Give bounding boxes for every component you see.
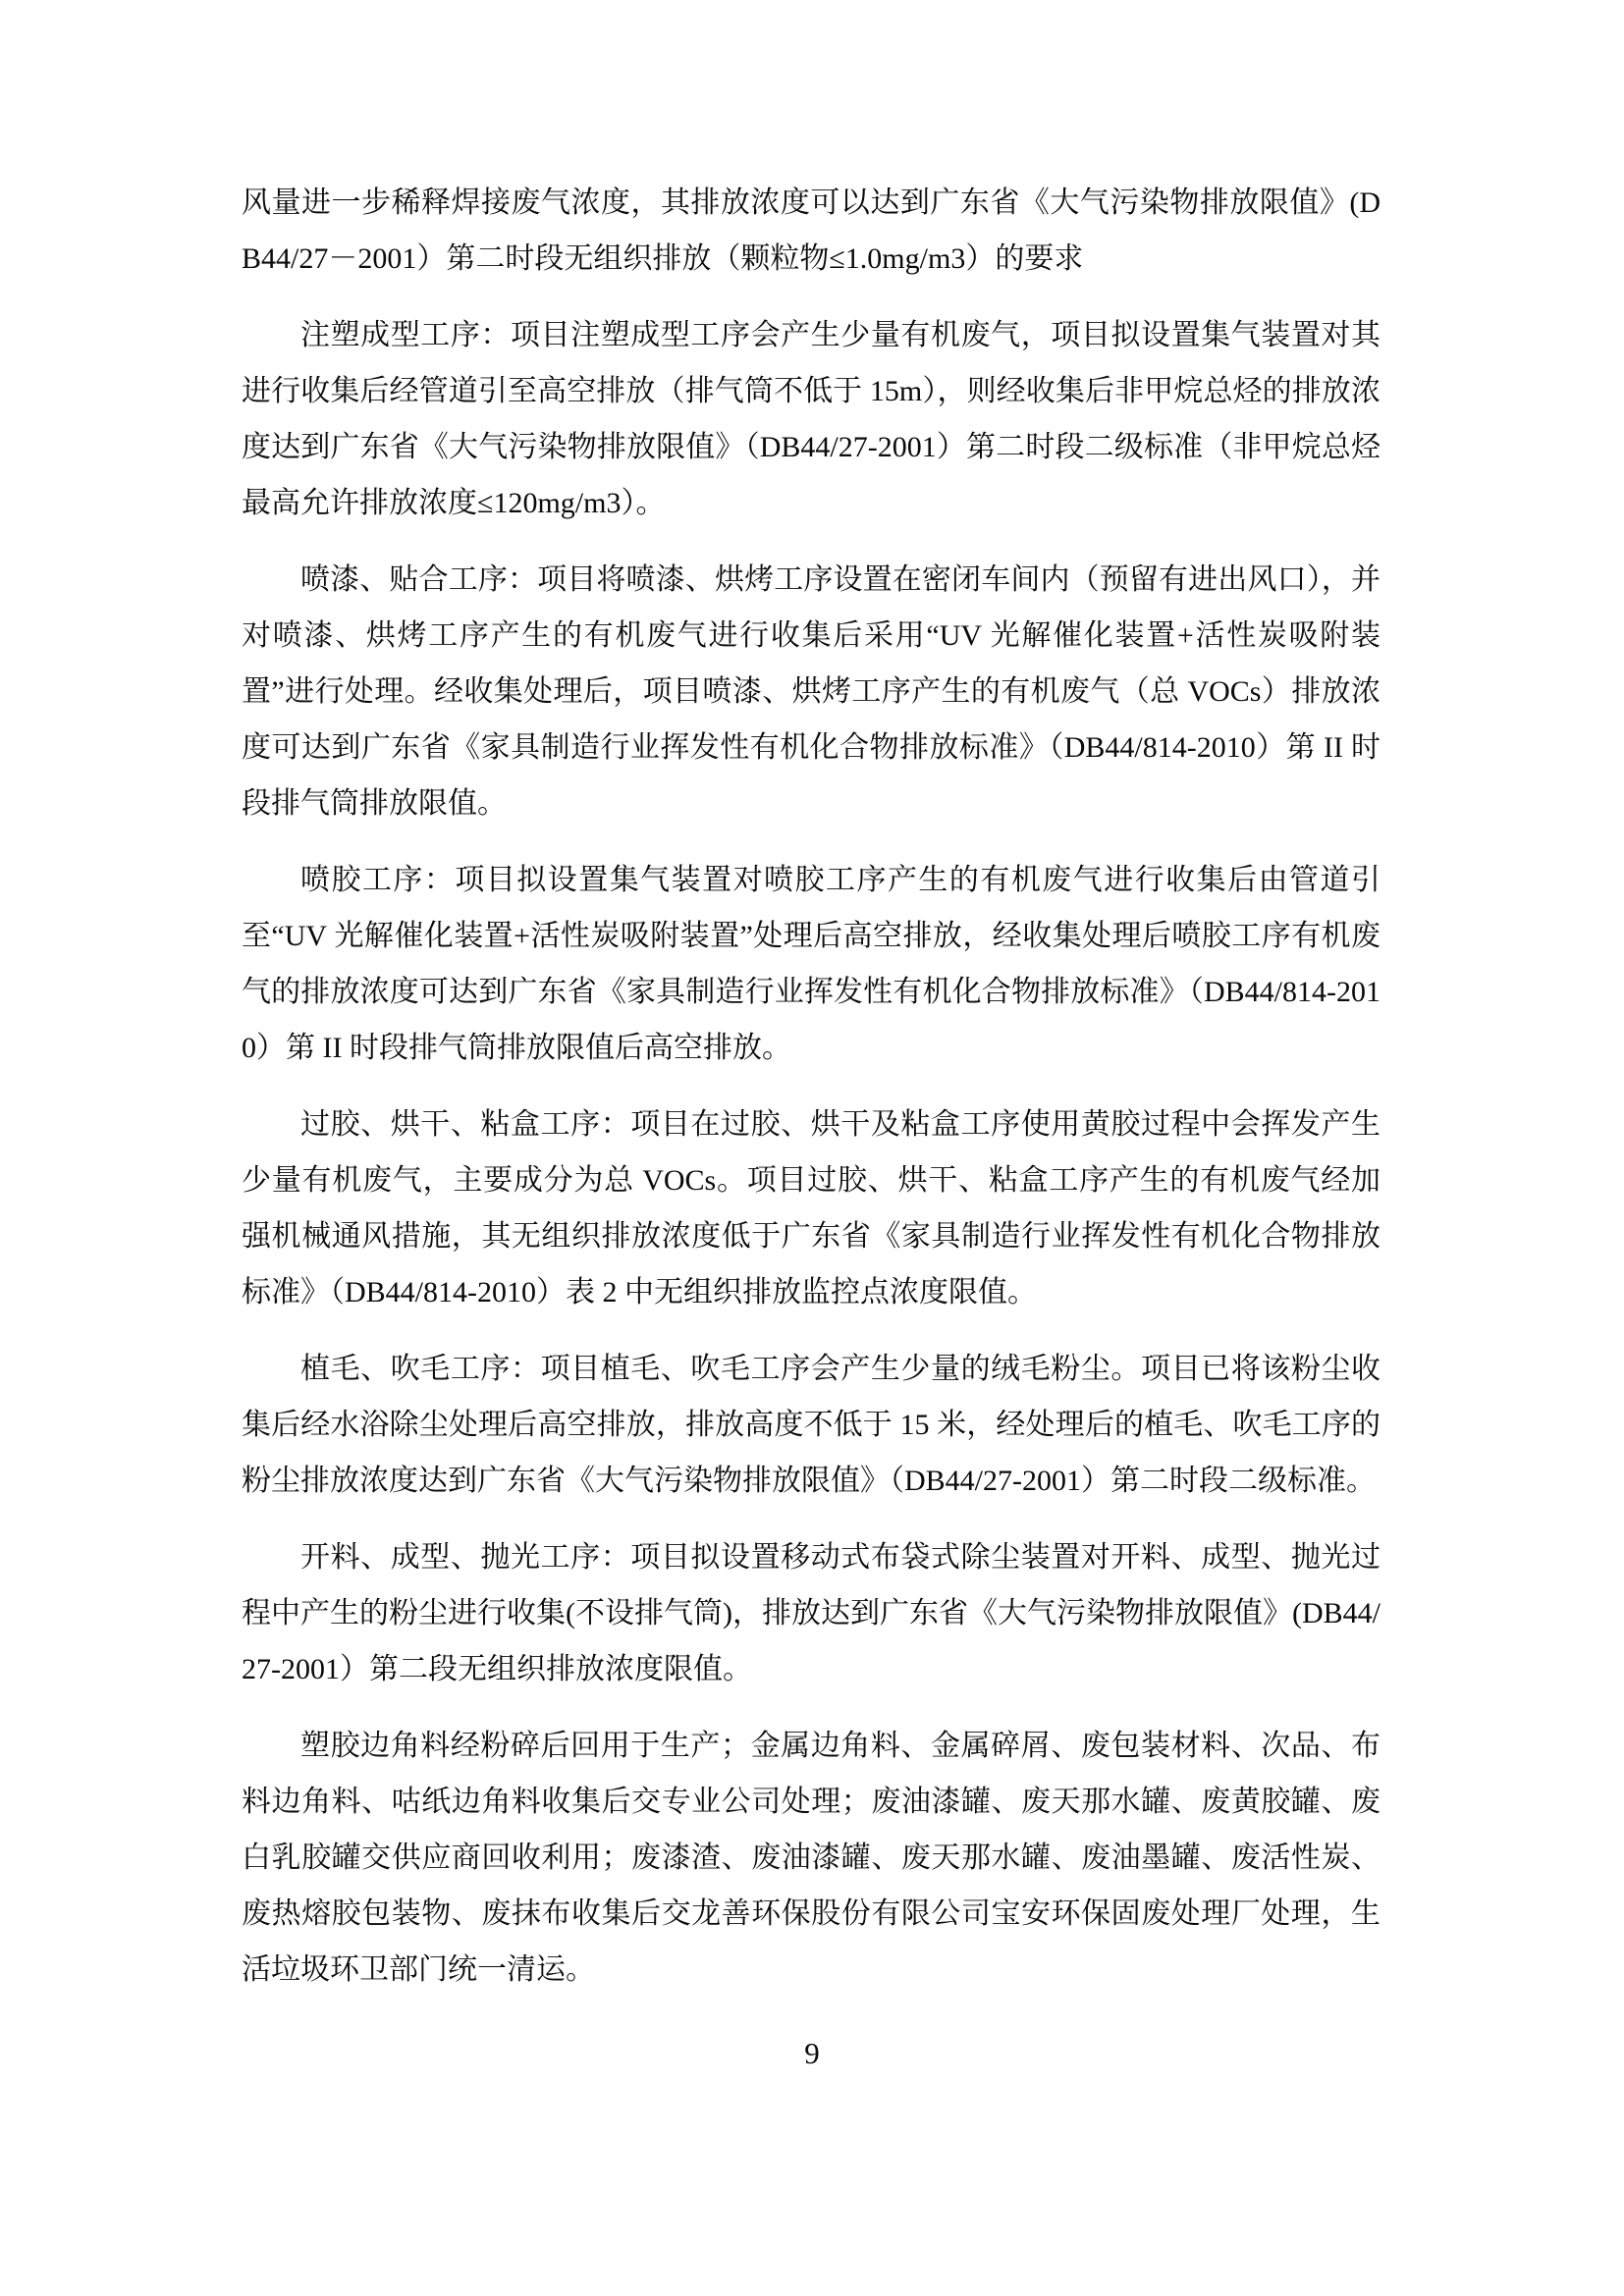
paragraph-flocking-blowing: 植毛、吹毛工序：项目植毛、吹毛工序会产生少量的绒毛粉尘。项目已将该粉尘收集后经水浴除尘处理后高空排放，排放高度不低于 15 米，经处理后的植毛、吹毛工序的粉尘排放浓度达到广东省《大气污染物排放限值》（DB44/27-2001）第二时段二级标准。 [242, 1353, 1380, 1497]
paragraph-glue-spraying: 喷胶工序：项目拟设置集气装置对喷胶工序产生的有机废气进行收集后由管道引至“UV 光解催化装置+活性炭吸附装置”处理后高空排放，经收集处理后喷胶工序有机废气的排放浓度可达到广东省《家具制造行业挥发性有机化合物排放标准》（DB44/814-2010）第 II 时段排气筒排放限值后高空排放。 [242, 864, 1380, 1064]
paragraph-gluing-drying-boxing: 过胶、烘干、粘盒工序：项目在过胶、烘干及粘盒工序使用黄胶过程中会挥发产生少量有机废气，主要成分为总 VOCs。项目过胶、烘干、粘盒工序产生的有机废气经加强机械通风措施，其无组织排放浓度低于广东省《家具制造行业挥发性有机化合物排放标准》（DB44/814-2010）表 2 中无组织排放监控点浓度限值。 [242, 1108, 1380, 1308]
page-number: 9 [804, 2036, 820, 2070]
paragraph-spray-painting: 喷漆、贴合工序：项目将喷漆、烘烤工序设置在密闭车间内（预留有进出风口），并对喷漆、烘烤工序产生的有机废气进行收集后采用“UV 光解催化装置+活性炭吸附装置”进行处理。经收集处理后，项目喷漆、烘烤工序产生的有机废气（总 VOCs）排放浓度可达到广东省《家具制造行业挥发性有机化合物排放标准》（DB44/814-2010）第 II 时段排气筒排放限值。 [242, 563, 1380, 820]
paragraph-continuation: 风量进一步稀释焊接废气浓度，其排放浓度可以达到广东省《大气污染物排放限值》(DB44/27－2001）第二时段无组织排放（颗粒物≤1.0mg/m3）的要求 [242, 187, 1380, 275]
document-body [242, 175, 1380, 2018]
paragraph-solid-waste-disposal: 塑胶边角料经粉碎后回用于生产；金属边角料、金属碎屑、废包装材料、次品、布料边角料、咕纸边角料收集后交专业公司处理；废油漆罐、废天那水罐、废黄胶罐、废白乳胶罐交供应商回收利用；废漆渣、废油漆罐、废天那水罐、废油墨罐、废活性炭、废热熔胶包装物、废抹布收集后交龙善环保股份有限公司宝安环保固废处理厂处理，生活垃圾环卫部门统一清运。 [242, 1730, 1380, 1986]
paragraph-cutting-forming-polishing: 开料、成型、抛光工序：项目拟设置移动式布袋式除尘装置对开料、成型、抛光过程中产生的粉尘进行收集(不设排气筒)，排放达到广东省《大气污染物排放限值》(DB44/27-2001）第二段无组织排放浓度限值。 [242, 1541, 1380, 1685]
paragraph-injection-molding: 注塑成型工序：项目注塑成型工序会产生少量有机废气，项目拟设置集气装置对其进行收集后经管道引至高空排放（排气筒不低于 15m），则经收集后非甲烷总烃的排放浓度达到广东省《大气污染物排放限值》（DB44/27-2001）第二时段二级标准（非甲烷总烃最高允许排放浓度≤120mg/m3）。 [242, 319, 1380, 519]
